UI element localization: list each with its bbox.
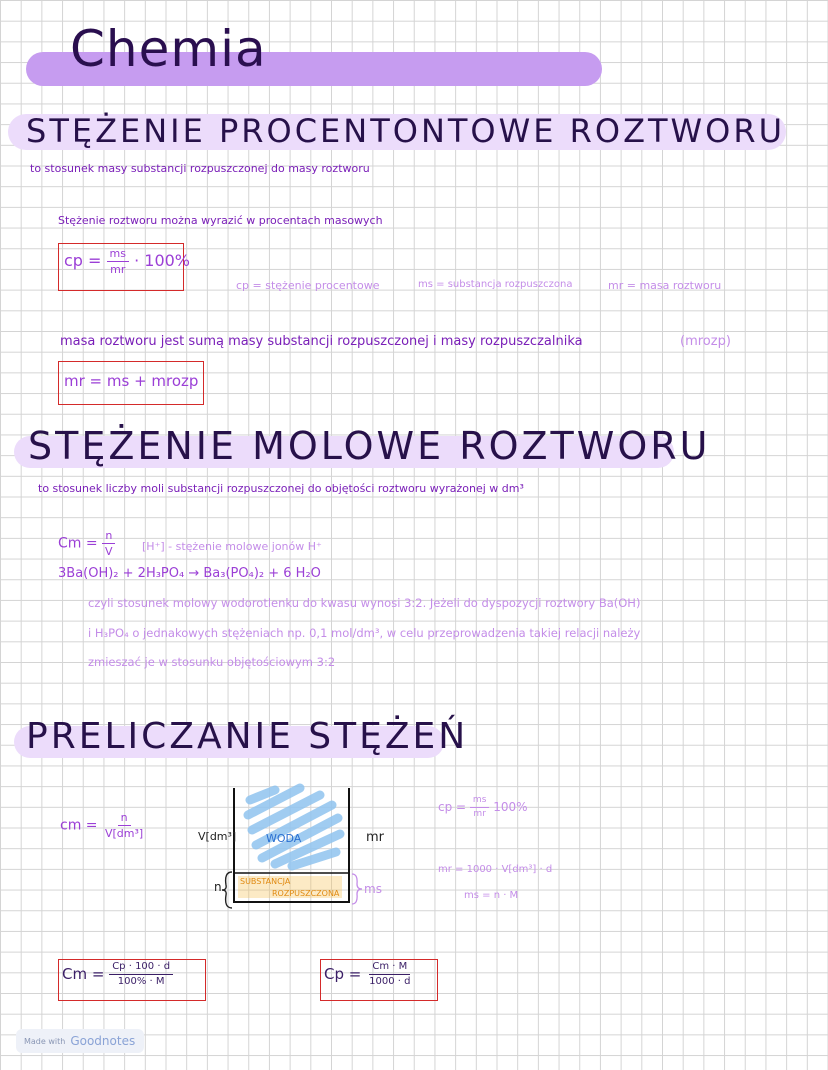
beaker-ms-label: ms [364, 882, 382, 896]
beaker-mr-label: mr [366, 830, 385, 845]
h-ion-note: [H⁺] - stężenie molowe jonów H⁺ [142, 540, 322, 553]
cm-formula-numerator: n [102, 530, 115, 544]
cm-conversion-numerator: Cp · 100 · d [109, 962, 173, 975]
mass-sentence: masa roztworu jest sumą masy substancji rozpuszczonej i masy rozpuszczalnika [60, 334, 583, 349]
cm-formula [58, 530, 116, 557]
cp-conversion-numerator: Cm · M [369, 962, 410, 975]
cm-volume-denominator: V[dm³] [104, 827, 144, 840]
side-cp-denominator: mr [473, 809, 486, 819]
cm-volume-numerator: n [118, 812, 131, 826]
side-cp-lhs: cp = [438, 800, 467, 814]
beaker-substance-label-1: SUBSTANCJA [240, 877, 291, 886]
cp-formula-denominator: mr [110, 263, 126, 276]
side-cp-formula [438, 796, 528, 819]
section1-definition: to stosunek masy substancji rozpuszczonej do masy roztworu [30, 162, 370, 175]
cp-conversion-denominator: 1000 · d [369, 976, 411, 987]
cp-formula [64, 248, 190, 275]
made-with-label: Made with [24, 1036, 66, 1046]
goodnotes-badge[interactable] [16, 1029, 144, 1053]
explanation-line-1: czyli stosunek molowy wodorotlenku do kwasu wynosi 3:2. Jeżeli do dyspozycji roztwory Ba(OH) [88, 596, 641, 610]
section1-note: Stężenie roztworu można wyrazić w procentach masowych [58, 214, 383, 227]
cm-volume-lhs: cm = [60, 817, 98, 834]
cp-formula-lhs: cp = [64, 251, 102, 270]
page-title: Chemia [70, 20, 267, 78]
cp-conversion-formula [324, 962, 413, 987]
cp-formula-rhs: · 100% [134, 251, 191, 270]
beaker-substance-label-2: ROZPUSZCZONA [272, 889, 340, 898]
reaction-equation: 3Ba(OH)₂ + 2H₃PO₄ → Ba₃(PO₄)₂ + 6 H₂O [58, 566, 321, 581]
section2-heading: STĘŻENIE MOLOWE ROZTWORU [28, 424, 711, 468]
cm-conversion-formula [62, 962, 173, 987]
legend-cp: cp = stężenie procentowe [236, 279, 380, 292]
cp-formula-numerator: ms [107, 248, 129, 262]
cm-formula-denominator: V [105, 545, 113, 558]
section2-definition: to stosunek liczby moli substancji rozpuszczonej do objętości roztworu wyrażonej w dm³ [38, 482, 524, 495]
legend-mr: mr = masa roztworu [608, 279, 722, 292]
side-mr-formula: mr = 1000 · V[dm³] · d [438, 864, 553, 875]
goodnotes-brand: Goodnotes [70, 1034, 136, 1048]
beaker-n-label: n [214, 880, 222, 894]
section1-heading: STĘŻENIE PROCENTONTOWE ROZTWORU [26, 112, 786, 150]
side-ms-formula: ms = n · M [464, 890, 519, 901]
cm-conversion-lhs: Cm = [62, 965, 105, 983]
water-scribble [248, 788, 340, 866]
beaker-volume-label: V[dm³] [198, 830, 237, 843]
side-cp-rhs: 100% [493, 800, 528, 814]
explanation-line-3: zmieszać je w stosunku objętościowym 3:2 [88, 655, 336, 669]
mass-formula: mr = ms + mrozp [64, 372, 199, 390]
ms-bracket [352, 874, 362, 904]
beaker-water-label: WODA [266, 832, 302, 845]
cp-conversion-lhs: Cp = [324, 965, 362, 983]
section3-heading: PRELICZANIE STĘŻEŃ [26, 716, 469, 757]
side-cp-numerator: ms [470, 796, 489, 808]
cm-volume-formula [60, 812, 146, 839]
explanation-line-2: i H₃PO₄ o jednakowych stężeniach np. 0,1 mol/dm³, w celu przeprowadzenia takiej relacji należy [88, 626, 641, 640]
legend-ms: ms = substancja rozpuszczona [418, 279, 573, 290]
n-bracket [222, 872, 232, 908]
mass-sentence-paren: (mrozp) [680, 334, 731, 349]
cm-formula-lhs: Cm = [58, 535, 98, 552]
cm-conversion-denominator: 100% · M [117, 976, 165, 987]
